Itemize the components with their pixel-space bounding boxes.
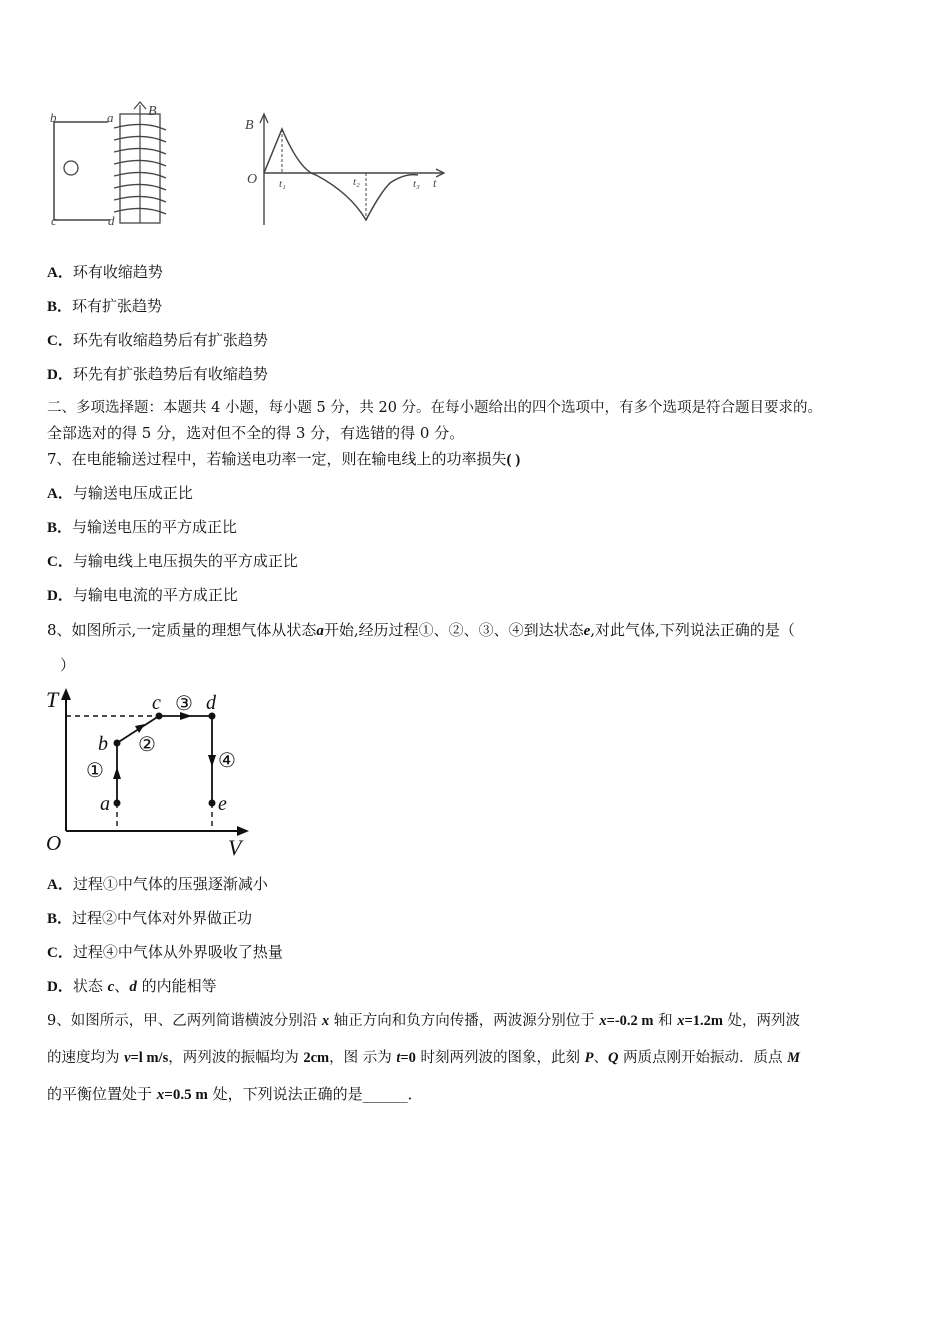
q6-option-b	[47, 296, 162, 317]
fig1-label-a: a	[107, 110, 114, 125]
var-x: x	[677, 1013, 685, 1029]
q7-stem	[47, 449, 520, 470]
q7-option-c	[47, 551, 298, 572]
option-text: 状态	[72, 977, 108, 995]
q7-option-a	[47, 483, 193, 504]
answer-blank[interactable]: ______	[362, 1085, 408, 1103]
process-3-label: ③	[175, 693, 193, 715]
q9-text: ，两列波的振幅均为	[168, 1050, 304, 1066]
section2-instructions: 全部选对的得 5 分，选对但不全的得 3 分，有选错的得 0 分。	[47, 424, 465, 442]
q9-line-3	[47, 1084, 423, 1105]
point-d-label: d	[206, 692, 216, 714]
var-t: t	[396, 1050, 401, 1066]
q8-stem-a: 8、如图所示,一定质量的理想气体从状态	[47, 621, 317, 639]
point-b-label: b	[98, 733, 108, 755]
q8-option-c	[47, 942, 283, 963]
fig1-label-c: c	[51, 213, 57, 228]
option-text: 过程②中气体对外界做正功	[72, 909, 253, 927]
process-4-label: ④	[218, 750, 236, 772]
separator: 、	[114, 977, 130, 995]
fig2-label-t2: t₂	[353, 176, 360, 188]
option-text-end: 的内能相等	[136, 977, 217, 995]
origin-O-label: O	[46, 831, 62, 855]
fig2-label-t3: t₃	[413, 178, 420, 190]
fig1-label-B: B	[148, 104, 157, 119]
option-text: 与输送电压成正比	[72, 484, 193, 502]
option-key: A．	[47, 877, 73, 893]
option-text: 过程④中气体从外界吸收了热量	[72, 943, 283, 961]
var-x: x	[321, 1013, 330, 1029]
option-key: D．	[47, 979, 73, 995]
value: =1.2m	[684, 1013, 723, 1029]
q9-text: 轴正方向和负方向传播，两波源分别位于	[329, 1013, 600, 1029]
axis-V-label: V	[228, 835, 242, 858]
option-key: D．	[47, 588, 73, 604]
fig1-label-d: d	[108, 213, 115, 228]
option-text: 环先有扩张趋势后有收缩趋势	[72, 365, 268, 383]
fig2-label-B: B	[245, 118, 254, 133]
q7-stem-text: 7、在电能输送过程中，若输送电功率一定，则在输电线上的功率损失	[47, 450, 507, 468]
q6-option-d	[47, 364, 268, 385]
option-key: B．	[47, 299, 73, 315]
q9-text: 时刻两列波的图象，此刻	[415, 1050, 585, 1066]
option-key: C．	[47, 554, 73, 570]
q9-text: 处，下列说法正确的是	[207, 1085, 363, 1103]
q9-text: ．	[407, 1085, 423, 1103]
value: =l m/s	[130, 1050, 169, 1066]
value: =-0.2 m	[606, 1013, 654, 1029]
q8-option-a	[47, 874, 268, 895]
fig2-label-O: O	[247, 172, 258, 187]
q8-stem-close: ）	[60, 656, 76, 674]
fig2-label-t: t	[433, 176, 437, 190]
q8-var-e: e	[583, 623, 591, 639]
q8-option-b	[47, 908, 252, 929]
q9-text: 的平衡位置处于	[47, 1085, 157, 1103]
var-v: v	[124, 1050, 131, 1066]
point-e-label: e	[218, 793, 227, 815]
value: 2cm	[303, 1050, 330, 1066]
state-c: c	[107, 979, 115, 995]
option-key: D．	[47, 367, 73, 383]
q9-text: 和	[653, 1013, 678, 1029]
t-v-diagram-figure	[42, 683, 257, 858]
q8-stem-b: 开始,经历过程①、②、③、④到达状态	[323, 621, 584, 639]
value: =0	[400, 1050, 416, 1066]
q9-text: ，图 示为	[329, 1050, 397, 1066]
option-key: C．	[47, 945, 73, 961]
option-key: B．	[47, 911, 73, 927]
q8-stem-c: ,对此气体,下列说法正确的是（	[590, 621, 795, 639]
q9-line-2	[47, 1048, 800, 1068]
fig1-label-b: b	[50, 110, 57, 125]
q9-text: 处，两列波	[722, 1013, 801, 1029]
point-c-label: c	[152, 692, 161, 714]
point-M: M	[787, 1050, 801, 1066]
q8-option-d	[47, 976, 217, 997]
option-text: 环有收缩趋势	[72, 263, 163, 281]
option-text: 环先有收缩趋势后有扩张趋势	[72, 331, 268, 349]
option-key: B．	[47, 520, 73, 536]
q8-stem	[47, 620, 795, 641]
q6-option-a	[47, 262, 163, 283]
q6-option-c	[47, 330, 268, 351]
point-a-label: a	[100, 793, 110, 815]
b-t-graph-figure	[240, 105, 450, 230]
q9-text: 两质点刚开始振动．质点	[618, 1050, 788, 1066]
option-key: A．	[47, 265, 73, 281]
option-text: 环有扩张趋势	[72, 297, 163, 315]
option-key: C．	[47, 333, 73, 349]
fig2-label-t1: t₁	[279, 178, 286, 190]
section2-heading: 二、多项选择题：本题共 4 小题，每小题 5 分，共 20 分。在每小题给出的四个选项中，有多个选项是符合题目要求的。	[47, 400, 823, 416]
coil-ring-figure	[48, 100, 173, 230]
point-P: P	[584, 1050, 594, 1066]
process-1-label: ①	[86, 760, 104, 782]
option-text: 与输电电流的平方成正比	[72, 586, 238, 604]
q9-line-1	[47, 1011, 800, 1031]
q7-option-d	[47, 585, 238, 606]
value: =0.5 m	[164, 1087, 208, 1103]
q7-option-b	[47, 517, 237, 538]
option-text: 过程①中气体的压强逐渐减小	[72, 875, 268, 893]
q8-var-a: a	[316, 623, 324, 639]
q9-text: 9、如图所示，甲、乙两列简谐横波分别沿	[47, 1013, 322, 1029]
state-d: d	[129, 979, 137, 995]
q7-answer-paren: ( )	[506, 452, 521, 468]
q9-text: 、	[593, 1050, 608, 1066]
option-text: 与输电线上电压损失的平方成正比	[72, 552, 298, 570]
var-x: x	[156, 1087, 165, 1103]
option-key: A．	[47, 486, 73, 502]
axis-T-label: T	[46, 687, 59, 712]
q9-text: 的速度均为	[47, 1050, 125, 1066]
point-Q: Q	[607, 1050, 619, 1066]
process-2-label: ②	[138, 734, 156, 756]
var-x: x	[599, 1013, 607, 1029]
option-text: 与输送电压的平方成正比	[72, 518, 238, 536]
